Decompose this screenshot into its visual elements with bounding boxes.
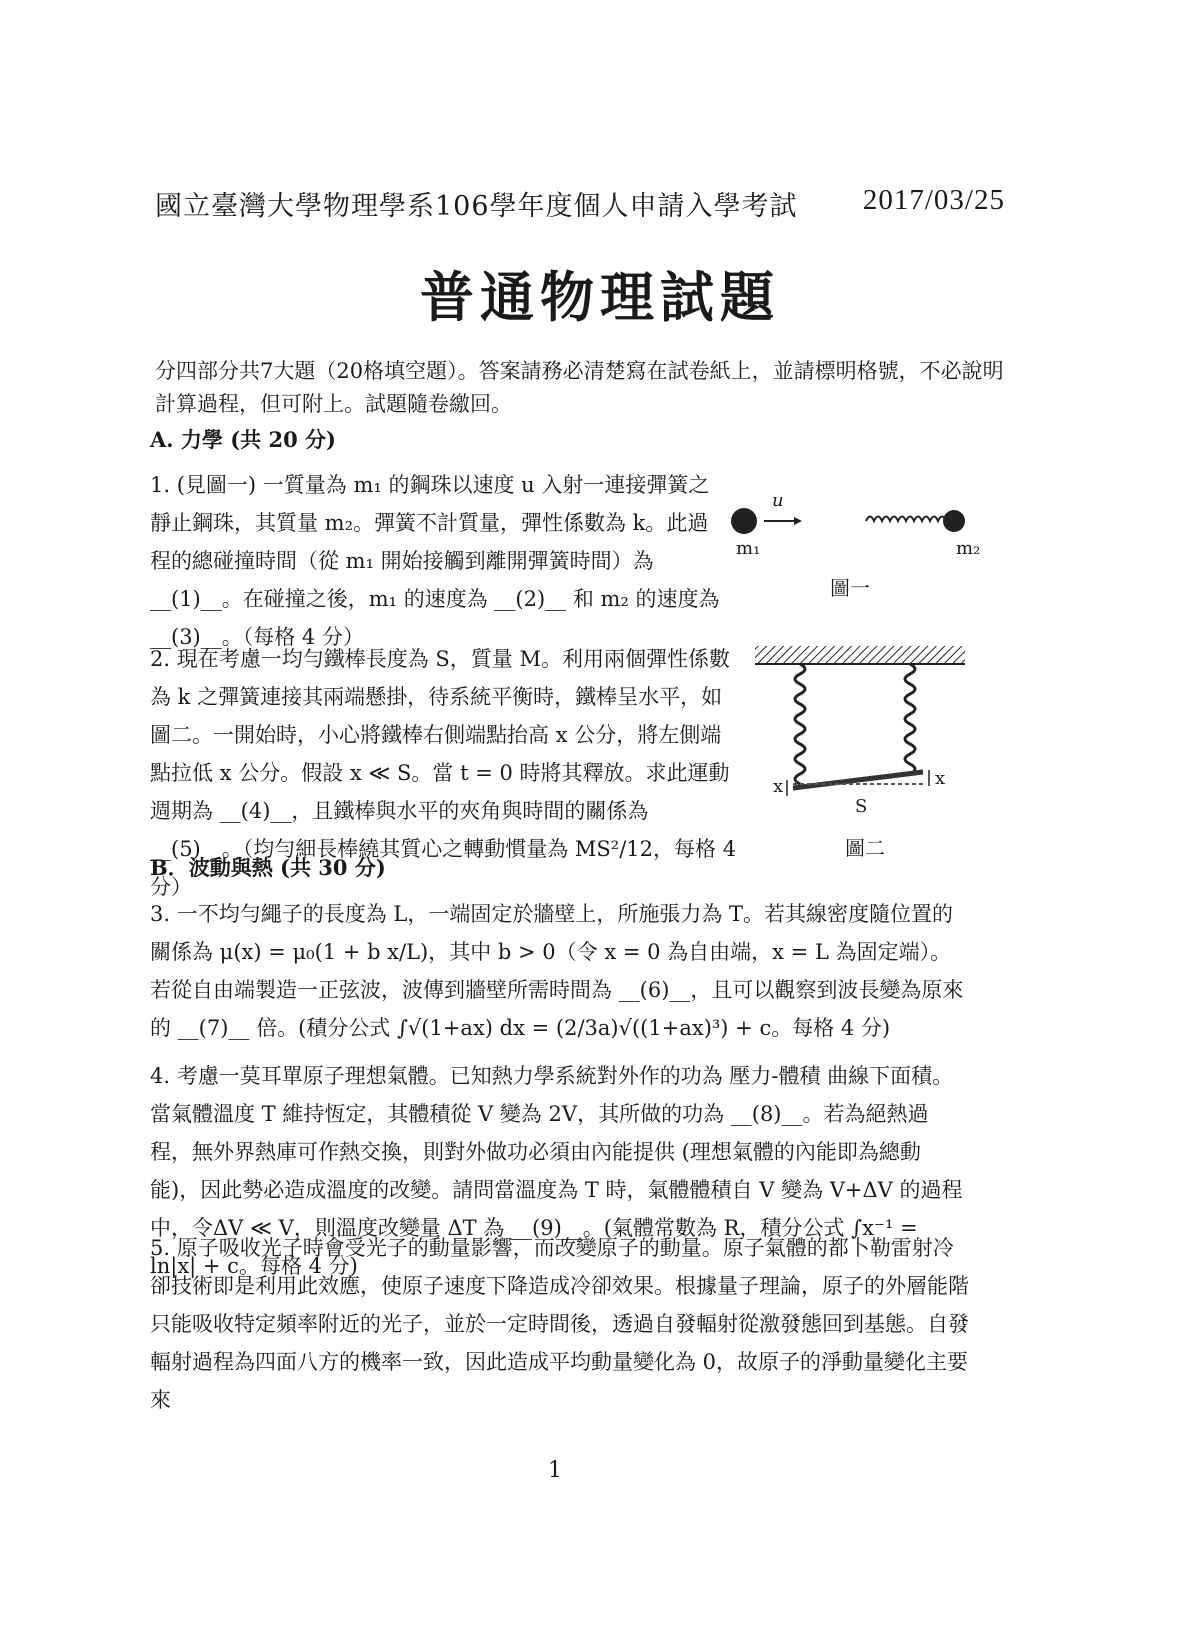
exam-date: 2017/03/25 [862, 184, 1005, 216]
exam-header [155, 184, 1005, 223]
right-spring-icon [905, 664, 915, 774]
question-4: 4. 考慮一莫耳單原子理想氣體。已知熱力學系統對外作的功為 壓力-體積 曲線下面積。當氣體溫度 T 維持恆定，其體積從 V 變為 2V，其所做的功為 __(8)__。若為絕熱過程，無外界熱庫可作熱交換，則對外做功必須由內能提供 (理想氣體的內能即為總動能)，因此勢必造成溫度的改變。請問當溫度為 T 時，氣體體積自 V 變為 V+ΔV 的過程中，令ΔV ≪ V，則溫度改變量 ΔT 為 __(9)__。(氣體常數為 R，積分公式 ∫x⁻¹ = ln|x| + c。每格 4 分) [150, 1064, 963, 1278]
figure-1-caption: 圖一 [830, 576, 870, 600]
question-1: 1. (見圖一) 一質量為 m₁ 的鋼珠以速度 u 入射一連接彈簧之靜止鋼珠，其質量 m₂。彈簧不計質量，彈性係數為 k。此過程的總碰撞時間（從 m₁ 開始接觸到離開彈簧時間）為 __(1)__。在碰撞之後，m₁ 的速度為 __(2)__ 和 m₂ 的速度為 __(3)__。（每格 4 分） [150, 473, 720, 649]
fig2-label-x-left: x [773, 776, 784, 797]
fig2-label-s: S [855, 796, 868, 817]
question-3: 3. 一不均勻繩子的長度為 L，一端固定於牆壁上，所施張力為 T。若其線密度隨位置的關係為 μ(x) = μ₀(1 + b x/L)，其中 b > 0（令 x = 0 為自由端，x = L 為固定端）。若從自由端製造一正弦波，波傳到牆壁所需時間為 __(6)__，且可以觀察到波長變為原來的 __(7)__ 倍。(積分公式 ∫√(1+ax) dx = (2/3a)√((1+ax)³) + c。每格 4 分) [150, 902, 964, 1040]
page-title: 普通物理試題 [420, 265, 780, 329]
ball-m1-icon [731, 508, 757, 534]
figure-2-caption: 圖二 [845, 836, 885, 860]
figure-2 [755, 640, 970, 820]
left-spring-icon [795, 664, 805, 784]
tilted-rod-icon [793, 772, 923, 788]
ball-m2-icon [943, 510, 965, 532]
question-2: 2. 現在考慮一均勻鐵棒長度為 S，質量 M。利用兩個彈性係數為 k 之彈簧連接其兩端懸掛，待系統平衡時，鐵棒呈水平，如圖二。一開始時，小心將鐵棒右側端點抬高 x 公分，將左側端點拉低 x 公分。假設 x ≪ S。當 t = 0 時將其釋放。求此運動週期為 __(4)__，且鐵棒與水平的夾角與時間的關係為 __(5)__。（均勻細長棒繞其質心之轉動慣量為 MS²/12，每格 4 分） [150, 647, 737, 899]
page-number: 1 [548, 1458, 562, 1483]
exam-instructions: 分四部分共7大題（20格填空題）。答案請務必清楚寫在試卷紙上，並請標明格號，不必說明計算過程，但可附上。試題隨卷繳回。 [155, 359, 1004, 416]
figure-2-drawing [755, 640, 970, 820]
fig1-label-m2: m₂ [956, 538, 981, 559]
question-5: 5. 原子吸收光子時會受光子的動量影響，而改變原子的動量。原子氣體的都卜勒雷射冷卻技術即是利用此效應，使原子速度下降造成冷卻效果。根據量子理論，原子的外層能階只能吸收特定頻率附近的光子，並於一定時間後，透過自發輻射從激發態回到基態。自發輻射過程為四面八方的機率一致，因此造成平均動量變化為 0，故原子的淨動量變化主要來 [150, 1236, 969, 1412]
ceiling-icon [755, 646, 965, 664]
spring-icon [866, 517, 954, 522]
section-b-heading: B．波動與熱 (共 30 分) [150, 855, 386, 880]
fig1-label-u: u [772, 490, 784, 511]
section-a-heading: A. 力學 (共 20 分) [150, 427, 336, 452]
fig2-label-x-right: x [935, 768, 946, 789]
fig1-label-m1: m₁ [736, 538, 761, 559]
exam-name: 國立臺灣大學物理學系106學年度個人申請入學考試 [155, 191, 798, 222]
velocity-arrowhead-icon [794, 517, 802, 525]
